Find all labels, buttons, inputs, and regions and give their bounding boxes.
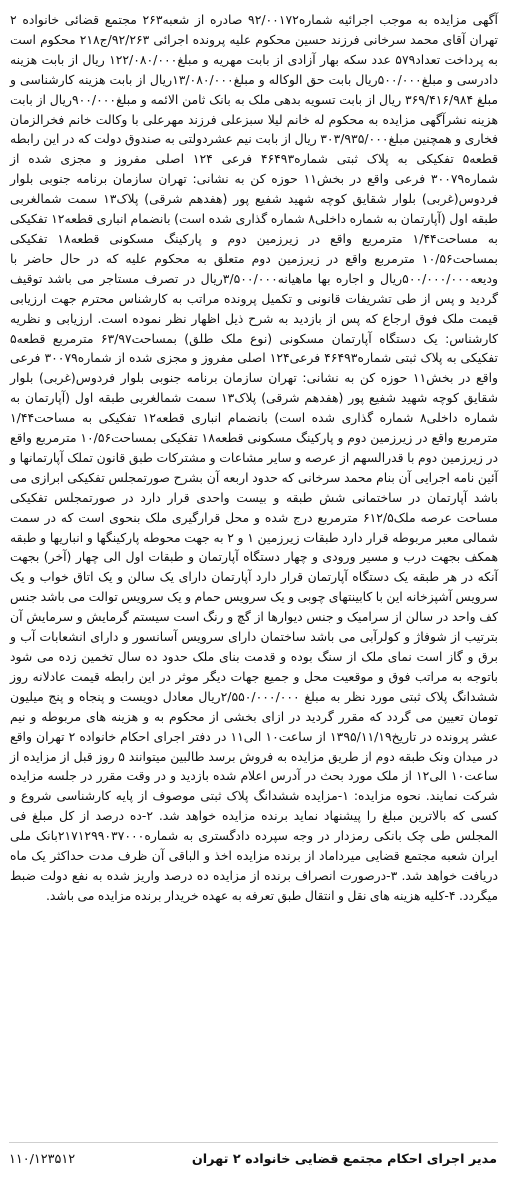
footer-divider bbox=[9, 1142, 498, 1143]
notice-body-text: آگهی مزایده به موجب اجرائیه شماره۹۲/۰۰۱۷۲ صادره از شعبه۲۶۳ مجتمع قضائی خانواده ۲ تهران آقای محمد سرخانی فرزند حسین محکوم علیه پرونده اجرائی ۹۲/۲۶۳/ج۲۱۸ محکوم است به پرداخت تعداد۵۷۹ عدد سکه بهار آزادی از بابت مهریه و مبلغ۱۲۲/۰۸۰/۰۰۰ ریال از بابت هزینه دادرسی و مبلغ۵۰۰/۰۰۰ریال بابت حق الوکاله و مبلغ۱۳/۰۸۰/۰۰۰ریال از بابت هزینه کارشناسی و مبلغ ۳۶۹/۴۱۶/۹۸۴ ریال از بابت تسویه بدهی ملک به بانک ثامن الائمه و مبلغ۹۰۰/۰۰۰ریال از بابت هزینه نشرآگهی مزایده به محکوم له خانم لیلا سبزعلی فرزند مهرعلی با وکالت خانم فخرالزمان فخاری و همچنین مبلغ۳۰۳/۹۳۵/۰۰۰ ریال از بابت نیم عشردولتی به صندوق دولت که در این رابطه قطعه۵ تفکیکی به پلاک ثبتی شماره۴۶۴۹۳ فرعی ۱۲۴ اصلی مفروز و مجزی شده از شماره۳۰۰۷۹ فرعی واقع در بخش۱۱ حوزه کن به نشانی: تهران سازمان برنامه جنوبی بلوار فردوس(غربی) بلوار شقایق کوچه شهید شفیع پور (هفدهم شرقی) پلاک۱۳ سمت شمالغربی طبقه اول (آپارتمان به شماره داخلی۸ شماره گذاری شده است) بانضمام انباری قطعه۱۲ تفکیکی به مساحت۱/۴۴ مترمربع واقع در زیرزمین دوم و پارکینگ مسکونی قطعه۱۸ تفکیکی بمساحت۱۰/۵۶ مترمربع واقع در زیرزمین دوم متعلق به محکوم علیه که در حال حاضر با ودیعه۵۰۰/۰۰۰/۰۰۰ریال و اجاره بها ماهیانه۳/۵۰۰/۰۰۰ریال در تصرف مستاجر می باشد توقیف گردید و پس از طی تشریفات قانونی و تکمیل پرونده مراتب به کارشناس محترم جهت ارزیابی قیمت ملک فوق ارجاع که پس از بازدید به شرح ذیل اظهار نظر نموده است. ارزیابی و نظریه کارشناس: یک دستگاه آپارتمان مسکونی (نوع ملک طلق) بمساحت۶۳/۹۷ مترمربع قطعه۵ تفکیکی به پلاک ثبتی شماره۴۶۴۹۳ فرعی۱۲۴ اصلی مفروز و مجزی شده از شماره۳۰۰۷۹ فرعی واقع در بخش۱۱ حوزه کن به نشانی: تهران سازمان برنامه جنوبی بلوار فردوس(غربی) بلوار شقایق کوچه شهید شفیع پور (هفدهم شرقی) پلاک۱۳ سمت شمالغربی طبقه اول (آپارتمان به شماره داخلی۸ شماره گذاری شده است) بانضمام انباری قطعه۱۲ تفکیکی به مساحت۱/۴۴ مترمربع واقع در زیرزمین دوم و پارکینگ مسکونی قطعه۱۸ تفکیکی بمساحت۱۰/۵۶ مترمربع واقع در زیرزمین دوم با قدرالسهم از عرصه و سایر مشاعات و مشترکات طبق قانون تملک آپارتمانها و آئین نامه اجرایی آن بنام محمد سرخانی که حدود اربعه آن بشرح صورتمجلس تفکیکی ابرازی می باشد آپارتمان در ساختمانی شش طبقه و بیست واحدی قرار دارد در صورتمجلس تفکیکی مساحت عرصه ملک۶۱۲/۵ مترمربع درج شده و محل قرارگیری ملک بنحوی است که در سمت شمالی معبر مربوطه قرار دارد طبقات زیرزمین ۱ و ۲ به جهت محوطه پارکینگها و انباریها و طبقه همکف بجهت درب و مسیر ورودی و چهار دستگاه آپارتمان و طبقات اول الی چهار (آخر) بجهت آنکه در هر طبقه یک دستگاه آپارتمان قرار دارد آپارتمان دارای یک سالن و یک اتاق خواب و یک سرویس آشپزخانه این با کابینتهای چوبی و یک سرویس حمام و یک سرویس توالت می باشد جنس کف واحد در سالن از سرامیک و جنس دیوارها از گچ و رنگ است سیستم گرمایش و سرمایش آن بترتیب از شوفاژ و کولرآبی می باشد ساختمان دارای سرویس آسانسور و دارای انشعابات آب و برق و گاز است نمای ملک از سنگ بوده و قدمت بنای ملک حدود ده سال تخمین زده می شود باتوجه به مراتب فوق و موقعیت محل و جمیع جهات دیگر موثر در این رابطه قیمت عادلانه روز ششدانگ پلاک ثبتی مورد نظر به مبلغ ۲/۵۵۰/۰۰۰/۰۰۰ریال معادل دویست و پنجاه و پنج میلیون تومان تعیین می گردد که مقرر گردید در ازای بخشی از محکوم به و هزینه های مربوطه و نیم عشر پرونده در تاریخ۱۳۹۵/۱۱/۱۹ از ساعت۱۰ الی۱۱ در دفتر اجرای احکام خانواده ۲ تهران واقع در میدان ونک طبقه دوم از طریق مزایده به فروش برسد طالبین میتوانند ۵ روز قبل از مزایده از ساعت۱۰ الی۱۲ از ملک مورد بحث در آدرس اعلام شده بازدید و در وقت مقرر در جلسه مزایده شرکت نمایند. نحوه مزایده: ۱-مزایده ششدانگ پلاک ثبتی موصوف از پایه کارشناسی شروع و کسی که بالاترین مبلغ را پیشنهاد نماید برنده مزایده خواهد شد. ۲-ده درصد از کل مبلغ فی المجلس طی چک بانکی رمزدار در وجه سپرده دادگستری به شماره۲۱۷۱۲۹۹۰۳۷۰۰۰بانک ملی ایران شعبه مجتمع قضایی میرداماد از برنده مزایده اخذ و الباقی آن ظرف مدت حداکثر یک ماه دریافت خواهد شد. ۳-درصورت انصراف برنده از مزایده ده درصد واریز شده به نفع دولت ضبط میگردد. ۴-کلیه هزینه های نقل و انتقال طبق تعرفه به عهده خریدار برنده مزایده می باشد. bbox=[9, 12, 499, 903]
signature-line: مدیر اجرای احکام مجتمع قضایی خانواده ۲ تهران bbox=[191, 1151, 497, 1167]
notice-footer bbox=[9, 1148, 497, 1170]
reference-number: ۱۱۰/۱۲۳۵۱۲ bbox=[9, 1151, 76, 1167]
